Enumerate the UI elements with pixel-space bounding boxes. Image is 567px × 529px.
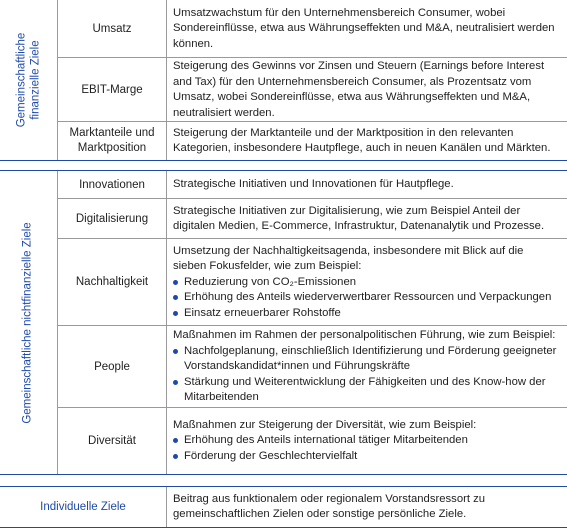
column-divider [166, 326, 167, 408]
row-description: Umsetzung der Nachhaltigkeitsagenda, insbesondere mit Blick auf die sieben Fokusfelder, wie zum Beispiel: [173, 244, 524, 273]
row-description: Maßnahmen zur Steigerung der Diversität, wie zum Beispiel: [173, 418, 477, 431]
financial-group-label-line2: finanzielle Ziele [29, 40, 42, 120]
table-row-nachhaltigkeit [58, 239, 567, 326]
financial-group-bottom-rule [0, 160, 567, 161]
bullet-item: Erhöhung des Anteils wiederverwertbarer Ressourcen und Verpackungen [173, 290, 559, 306]
column-divider [166, 408, 167, 474]
row-description: Maßnahmen im Rahmen der personalpolitischen Führung, wie zum Beispiel: [173, 329, 556, 342]
financial-group-label [0, 0, 56, 160]
table-row-individuelle-ziele [0, 487, 567, 527]
column-divider [166, 122, 167, 160]
row-label: Diversität [88, 434, 136, 447]
row-description: Beitrag aus funktionalem oder regionalem Vorstandsressort zu gemeinschaftlichen Zielen oder sonstige persönliche Ziele. [173, 492, 486, 520]
bullet-item: Reduzierung von CO₂-Emissionen [173, 275, 559, 291]
table-row-innovationen [58, 171, 567, 199]
nonfinancial-group-label-text: Gemeinschaftliche nichtfinanzielle Ziele [22, 221, 35, 424]
row-description: Umsatzwachstum für den Unternehmensbereich Consumer, wobei Sondereinflüsse, etwa aus Währungseffekten und M&A, neutralisiert werden können. [173, 6, 555, 50]
row-description: Steigerung der Marktanteile und der Marktposition in den relevanten Kategorien, insbesondere Hautpflege, auch in neuen Kanälen und Märkten. [173, 126, 551, 154]
row-label: People [94, 360, 130, 373]
row-label: Umsatz [92, 22, 132, 35]
individual-group-bottom-rule [0, 527, 567, 528]
nonfinancial-group-bottom-rule [0, 474, 567, 475]
bullet-item: Förderung der Geschlechtervielfalt [173, 449, 559, 465]
table-row-marktanteile [58, 122, 567, 160]
row-description: Strategische Initiativen und Innovationen für Hautpflege. [173, 178, 454, 191]
row-label: EBIT-Marge [81, 83, 143, 96]
table-row-diversitaet [58, 408, 567, 474]
row-label: Digitalisierung [75, 212, 149, 225]
bullet-list [173, 433, 559, 464]
row-description: Steigerung des Gewinns vor Zinsen und Steuern (Earnings before Interest and Tax) für den Unternehmensbereich Consumer, als Prozentsatz vom Umsatz, wobei Sondereinflüsse, etwa aus Währungseffekten und M&A, neutralisiert werden. [173, 60, 545, 119]
table-row-ebit-marge [58, 58, 567, 122]
column-divider [166, 239, 167, 326]
column-divider [166, 0, 167, 58]
bullet-item: Einsatz erneuerbarer Rohstoffe [173, 306, 559, 322]
individual-group-label: Individuelle Ziele [40, 500, 126, 513]
column-divider [166, 171, 167, 199]
column-divider [166, 487, 167, 527]
table-row-people [58, 326, 567, 408]
bullet-list [173, 275, 559, 322]
bullet-item: Erhöhung des Anteils international tätiger Mitarbeitenden [173, 433, 559, 449]
row-label: Innovationen [79, 178, 145, 191]
row-label: Nachhaltigkeit [75, 276, 149, 288]
row-description: Strategische Initiativen zur Digitalisierung, wie zum Beispiel Anteil der digitalen Medien, E-Commerce, Infrastruktur, Datenanalytik und Prozesse. [173, 204, 545, 232]
nonfinancial-group-label [0, 171, 56, 474]
bullet-item: Stärkung und Weiterentwicklung der Fähigkeiten und des Know-how der Mitarbeitenden [173, 375, 559, 406]
row-label: Marktanteile und Marktposition [69, 127, 155, 154]
bullet-list [173, 344, 559, 406]
column-divider [166, 199, 167, 239]
column-divider [166, 58, 167, 122]
table-row-digitalisierung [58, 199, 567, 239]
table-row-umsatz [58, 0, 567, 58]
financial-group-label-line1: Gemeinschaftliche [15, 32, 28, 128]
bullet-item: Nachfolgeplanung, einschließlich Identifizierung und Förderung geeigneter Vorstandskandidat*innen und Führungskräfte [173, 344, 559, 375]
